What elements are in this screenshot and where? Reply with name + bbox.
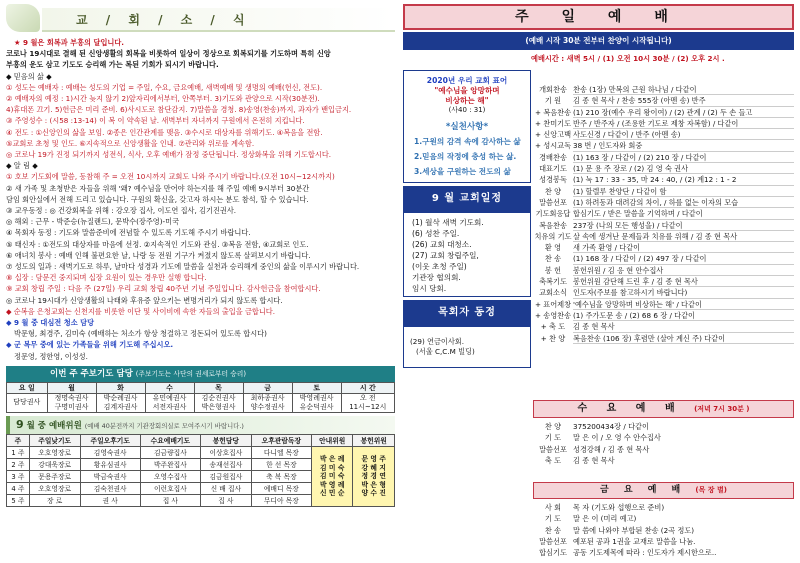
motto-quote: "예수님을 앙망하며 비상하는 해" — [434, 86, 500, 105]
duty-header-cell: 토 — [292, 382, 341, 393]
duty-header — [6, 366, 395, 382]
order-row — [533, 455, 794, 466]
order-value: 성경강해 / 김 종 현 목사 — [573, 444, 650, 454]
order-label: 성경봉독 — [539, 175, 567, 185]
order-value: 공동 기도제목에 따라 : 인도자가 제시한으로.. — [573, 548, 717, 558]
order-row — [533, 186, 794, 197]
worship-cell: 이런호집사 — [140, 482, 200, 494]
order-label: + 찬미기도 — [534, 118, 572, 128]
order-label: 찬 양 — [544, 422, 562, 431]
right-page — [403, 4, 794, 559]
worship-cell: 2 주 — [7, 458, 30, 470]
order-label: 대표기도 — [539, 164, 567, 174]
duty-header-cell: 요 일 — [7, 382, 48, 393]
worship-cell: 무디아 목장 — [251, 494, 311, 506]
worship-header-cell: 주 — [7, 434, 30, 446]
news-line: ★ 9 월은 회복과 부흥의 달입니다. — [14, 38, 125, 47]
friday-header — [533, 482, 794, 499]
news-line: ◎ 코로나 19시대가 신앙생활의 나태와 후유증 앞으키는 변명거리가 되지 않도록 합시다. — [6, 295, 283, 305]
worship-cell: 권 사 — [80, 494, 140, 506]
worship-row — [7, 446, 395, 458]
duty-header-row — [7, 382, 395, 393]
order-row — [533, 536, 794, 547]
order-value: (1) 하려동과 대려감의 차이, / 하를 없는 이자의 모습 — [573, 197, 794, 208]
order-row — [533, 502, 794, 513]
worship-cell: 김금량집사 — [140, 446, 200, 458]
schedule-item: (6) 성찬 주일. — [412, 229, 460, 238]
order-label: 말씀선포 — [539, 444, 567, 454]
order-value: 말 은 이 (미리 예고) — [573, 514, 637, 524]
order-value: (1) 210 장(예수 우리 왕이여) / (2) 관계 / (2) 두 손 들고 — [573, 107, 794, 118]
order-value: 봉헌위원 / 김 응 현 안수집사 — [573, 265, 794, 276]
duty-cell: 오 전 11시~12시 — [341, 393, 394, 412]
order-row — [533, 242, 794, 253]
order-label: + 찬 양 — [540, 333, 566, 343]
order-row — [533, 276, 794, 287]
motto-ref: (사40 : 31) — [448, 106, 486, 114]
news-line: ② 예배자의 예정 : 1)시간 늦지 않기 2)앞자리에서부터, 안쪽부터. 3)기도와 관양으로 시작(30분전). — [6, 94, 320, 104]
order-label: 말씀선포 — [539, 536, 567, 546]
order-label: 교회소식 — [539, 288, 567, 298]
worship-cell: 4 주 — [7, 482, 30, 494]
order-value: (1) 문 용 주 장로 / (2) 김 영 숙 권사 — [573, 163, 794, 174]
worship-cell: 한 선 목장 — [251, 458, 311, 470]
pastor-box — [403, 326, 531, 368]
news-line: ◎ 코로나 19가 진정 되기까지 성전식, 식사, 오후 예배가 잠정 중단됩니다. 정상화복을 위해 기도합시다. — [6, 150, 332, 160]
order-row — [533, 174, 794, 185]
service-subtitle: (예배 시작 30분 전부터 찬양이 시작됩니다) — [403, 32, 794, 50]
order-row — [533, 140, 794, 151]
news-line: ④ 전도 : ①신앙인의 삶을 보임. ②종은 인간관계를 맺음. ③수시로 대상자를 위해기도. ④복음을 전함. — [6, 127, 323, 137]
news-line: ◎ 해외 : 근무 - 박준승(뉴질랜드), 문박수(장주영)-미국 — [6, 217, 180, 227]
worship-month: 9 — [16, 417, 24, 431]
friday-service — [533, 482, 794, 558]
order-label: + 표어제창 — [534, 299, 572, 309]
order-label: 말씀선포 — [539, 197, 567, 207]
order-value: 복음찬송 (106 장) 후렴만 (살아 계신 주) 다같이 — [573, 333, 794, 344]
order-row — [533, 265, 794, 276]
news-line: 코로나 19시대로 결해 된 신앙생활의 회복을 비롯하여 일상이 정상으로 회복되기를 기도하며 특히 신앙 — [6, 49, 331, 59]
leaf-decoration-icon — [6, 4, 40, 32]
order-row — [533, 310, 794, 321]
worship-cell: 3 주 — [7, 470, 30, 482]
order-label: 축 도 — [544, 455, 562, 465]
worship-subtitle: (예배 40분전까지 기관장회의실로 모여주시기 바랍니다.) — [84, 421, 244, 430]
order-value: 살 속에 생겨난 문제들과 치유를 위해 / 김 종 현 목사 — [573, 231, 794, 242]
order-value: 김 종 현 목사 — [573, 321, 794, 332]
order-row — [533, 287, 794, 298]
order-row — [533, 333, 794, 344]
news-line: ① 성도는 예배자 : 예배는 성도의 기업 = 주일, 수요, 금요예배, 새벽예배 및 생명의 예배(헌신, 전도). — [6, 82, 323, 92]
worship-cell: 신 배 집사 — [200, 482, 251, 494]
order-row — [533, 513, 794, 524]
order-row — [533, 231, 794, 242]
order-row — [533, 321, 794, 332]
offering-members: 문 영 주 강 혜 지 정 경 연 박 은 형 양 수 진 — [353, 446, 395, 506]
news-line: ◆ 믿음의 삶 ◆ — [6, 71, 52, 81]
order-value: '예수님을 앙망하며 비상하는 해' / 다같이 — [573, 299, 794, 310]
duty-cell: 정명숙권사 구명미권사 — [47, 393, 96, 412]
order-label: 합심기도 — [539, 548, 567, 558]
order-value: 사도신경 / 다같이 / 반주 (아멘 송) — [573, 129, 794, 140]
friday-title: 금 요 예 배 — [600, 485, 687, 495]
worship-cell: 집 사 — [200, 494, 251, 506]
worship-header-cell: 봉헌위원 — [353, 434, 395, 446]
worship-cell: 송재선집사 — [200, 458, 251, 470]
worship-cell: 축 복 목장 — [251, 470, 311, 482]
order-value: 말 씀에 나와야 부합된 찬송 (2곡 정도) — [573, 525, 695, 535]
news-line: ◆ 순복음 은청교회는 신천지를 비롯한 이단 및 사이비에 속한 자들의 출입을 금합니다. — [6, 306, 276, 316]
worship-cell: 집 사 — [140, 494, 200, 506]
duty-header-cell: 화 — [96, 382, 145, 393]
news-line: ◆ 알 림 ◆ — [6, 161, 38, 171]
news-body — [6, 37, 395, 362]
motto-year: 2020년 우리 교회 표어 — [426, 76, 508, 85]
duty-header-cell: 금 — [243, 382, 292, 393]
worship-cell: 오영수집사 — [140, 470, 200, 482]
worship-cell: 김영숙권사 — [80, 446, 140, 458]
order-row — [533, 444, 794, 455]
order-value: 김 종 현 목사 / 찬송 555장 (아멘 송) 반주 — [573, 95, 794, 106]
order-label: 기 도 — [544, 514, 562, 524]
worship-header-row — [7, 434, 395, 446]
news-line: ② 새 가족 및 초청받은 자들을 위해 '왜? 예수님을 만어야 하는지를 해 주일 예배 9시부터 30분간 — [6, 183, 310, 193]
practice-item: 3.세상을 구원하는 전도의 삶 — [414, 167, 511, 176]
duty-header-cell: 목 — [194, 382, 243, 393]
friday-subtitle: (목 장 별) — [695, 486, 727, 494]
pastor-item: (29) 연금이사회. — [410, 337, 465, 346]
duty-cell: 박영례권사 유순덕권사 — [292, 393, 341, 412]
schedule-header: 9 월 교회일정 — [403, 186, 531, 212]
practice-item: 2.믿음의 작정에 충성 하는 삶. — [414, 152, 517, 161]
evening-rows — [533, 421, 794, 466]
worship-header-cell: 주일오후기도 — [80, 434, 140, 446]
order-label: 찬 송 — [544, 254, 562, 264]
news-header — [6, 4, 395, 34]
order-label: 봉 헌 — [544, 265, 562, 275]
order-value: 반주 / 반주자 / (조용한 기도로 제창 자복함) / 다같이 — [573, 118, 794, 129]
schedule-item: (26) 교회 대청소. — [412, 240, 472, 249]
worship-cell: 예배디 목장 — [251, 482, 311, 494]
duty-cell: 담당권사 — [7, 393, 48, 412]
worship-cell: 김금원집사 — [200, 470, 251, 482]
order-value: 인도자(주보를 참고하시기 바랍니다) — [573, 287, 794, 298]
news-line: 담임 회안실에서 전해 드리고 있습니다. 구원의 확신을, 갖고자 하시는 분도 참석, 할 수 있습니다. — [6, 194, 309, 204]
order-row — [533, 95, 794, 106]
worship-cell: 강대욱장로 — [29, 458, 80, 470]
order-value: 김 종 현 목사 — [573, 455, 615, 465]
news-line: ④ 목회자 동정 : 기도와 말씀준비에 전념할 수 있도록 기도해 주시기 바랍니다. — [6, 228, 251, 238]
schedule-item: (1) 월삭 새벽 기도회. — [412, 218, 484, 227]
news-line: ⑦ 성도의 일과 : 새벽기도로 하루, 날마다 성경과 기도에 말씀을 실천과 승리해게 중인의 삶을 이루시기 바랍니다. — [6, 262, 360, 272]
order-value: 합심기도 / 받은 말씀을 기억하며 / 다같이 — [573, 208, 794, 219]
order-label: 축복기도 — [539, 277, 567, 287]
order-row — [533, 432, 794, 443]
order-row — [533, 84, 794, 95]
order-label: + 복음찬송 — [534, 107, 572, 117]
order-row — [533, 197, 794, 208]
order-value: 38 번 / 인도자와 회중 — [573, 140, 794, 151]
order-label: 기 원 — [544, 96, 562, 106]
order-value: 말 은 이 / 오 영 수 안수집사 — [573, 433, 661, 443]
order-row — [533, 299, 794, 310]
schedule-box — [403, 212, 531, 297]
service-time: 예배시간 : 새벽 5시 / (1) 오전 10시 30분 / (2) 오후 2시 . — [531, 54, 725, 63]
news-title: 교 / 회 / 소 / 식 — [76, 13, 252, 27]
order-row — [533, 152, 794, 163]
evening-subtitle: (저녁 7시 30분 ) — [694, 405, 750, 413]
duty-cell: 박순례권사 김계자권사 — [96, 393, 145, 412]
duty-table — [6, 382, 395, 413]
news-line: ⑧ 십장 : 담문건 중지되며 십장 요원이 있는 경우만 실행 합니다. — [6, 273, 207, 283]
news-line: 부흥의 운도 삼고 기도도 승리해 가는 복된 기회가 되시기 바랍니다. — [6, 60, 219, 70]
news-line: ① 호보 기도회에 말씀, 동참해 주 = 오전 10시까지 교회도 나와 주시기 바랍니다.(오전 10시~12시까지) — [6, 172, 335, 182]
order-label: 치유의 기도 — [534, 231, 572, 241]
pastor-header: 목회자 동정 — [403, 300, 531, 326]
left-page — [6, 4, 395, 559]
order-row — [533, 208, 794, 219]
order-label: 개회찬송 — [539, 85, 567, 94]
worship-cell: 문용주장로 — [29, 470, 80, 482]
news-line: ⑤교회로 초청 및 인도. ⑥지속적으로 신앙생활을 인내. ⑦관리와 위로를 계속함. — [6, 138, 255, 148]
evening-title: 수 요 예 배 — [577, 403, 683, 414]
order-row — [533, 421, 794, 432]
order-label: 기 도 — [544, 433, 562, 443]
duty-row — [7, 393, 395, 412]
news-line: ⑥ 애녀치 봉사 : 예배 인해 불편요한 날, 나랑 등 전원 기구가 켜졌지 않도록 살펴보시기 바랍니다. — [6, 250, 311, 260]
duty-header-cell: 수 — [145, 382, 194, 393]
order-row — [533, 163, 794, 174]
order-row — [533, 107, 794, 118]
order-label: + 송영찬송 — [534, 310, 572, 320]
guide-members: 박 은 례 김 미 숙 김 미 숙 박 영 례 신 민 순 — [311, 446, 353, 506]
order-label: 찬 송 — [544, 525, 562, 535]
news-line: ③ 주영성수 : (시58 :13-14) 이 복 이 약속된 날. 새벽부터 자녀까지 구원에서 온전히 지킵니다. — [6, 116, 305, 126]
order-value: 375200434장 / 다같이 — [573, 422, 649, 431]
order-row — [533, 118, 794, 129]
duty-cell: 김순진권사 박은형권사 — [194, 393, 243, 412]
duty-subtitle: (주보기도는 사단의 권세로부터 승리) — [135, 369, 247, 378]
worship-header-cell: 주일낮기도 — [29, 434, 80, 446]
order-label: 경배찬송 — [539, 152, 567, 162]
duty-cell: 유민예권사 서전자권사 — [145, 393, 194, 412]
order-row — [533, 253, 794, 264]
worship-header-cell: 안내위원 — [311, 434, 353, 446]
worship-cell: 장 로 — [29, 494, 80, 506]
duty-cell: 최하종권사 양수정권사 — [243, 393, 292, 412]
order-value: (1) 눅 17 : 33 - 35, 마 24 : 40, / (2) 계12 : 1 - 2 — [573, 174, 794, 185]
order-row — [533, 525, 794, 536]
right-side-column — [403, 70, 531, 368]
worship-cell: 오호영장로 — [29, 446, 80, 458]
schedule-item: (27) 교회 창립주일, — [412, 251, 479, 260]
worship-cell: 오호영장로 — [29, 482, 80, 494]
order-value: (1) 168 장 / 다같이 / (2) 497 장 / 다같이 — [573, 253, 794, 264]
duty-title: 이번 주 주보기도 담당 — [50, 368, 133, 379]
news-line: ◆ 9 월 중 대심전 청소 담당 — [6, 318, 95, 328]
worship-cell: 박금숙권사 — [80, 470, 140, 482]
practice-title: *실천사항* — [445, 122, 489, 132]
order-value: 봉헌위원 감단해 드린 후 / 김 종 현 목사 — [573, 276, 794, 287]
news-line: ⑨ 교회 창립 주일 : 다음 주 (27일) 우리 교회 창립 40주년 기념 주일입니다. 감사헌금을 참여합시다. — [6, 284, 321, 294]
order-value: 목 자 (기도와 섭행으로 준비) — [573, 503, 665, 512]
worship-cell: 김숙천권사 — [80, 482, 140, 494]
order-value: 237장 (나의 모든 행성을) / 다같이 — [573, 220, 794, 231]
order-value: 새 가족 환영 / 다같이 — [573, 242, 794, 253]
service-title: 주 일 예 배 — [403, 4, 794, 30]
order-label: 찬 양 — [544, 186, 562, 196]
evening-header — [533, 400, 794, 418]
order-label: 사 회 — [544, 503, 562, 512]
worship-cell: 이상호집사 — [200, 446, 251, 458]
practice-item: 1.구원의 감격 속에 감사하는 삶 — [414, 137, 521, 146]
worship-header-cell: 오후관람독장 — [251, 434, 311, 446]
news-line: ◆ 군 복무 중에 있는 가족들을 위해 기도해 주십시오. — [6, 340, 174, 350]
duty-header-cell: 시 간 — [341, 382, 394, 393]
worship-table — [6, 434, 395, 507]
news-line: ⑤ 태신자 : ①전도의 대상자를 마음에 선정. ②지속적인 기도와 관심. ③복음 전함, ④교회로 인도. — [6, 239, 309, 249]
evening-service — [533, 400, 794, 466]
order-value: (1) 163 장 / 다같이 / (2) 210 장 / 다같이 — [573, 152, 794, 163]
order-value: (1) 주가도문 송 / (2) 68 6 장 / 다같이 — [573, 310, 794, 321]
order-value: (1) 할렐루 찬양단 / 다같이 함 — [573, 186, 794, 197]
worship-cell: 5 주 — [7, 494, 30, 506]
order-value: 예포된 공과 1권을 교재로 말씀을 나눔. — [573, 536, 696, 546]
pastor-item: (서울 C,C.M 빌딩) — [416, 347, 475, 356]
order-label: 환 영 — [544, 243, 562, 253]
motto-box — [403, 70, 531, 183]
worship-cell: 박주완집사 — [140, 458, 200, 470]
worship-header-cell: 봉헌담당 — [200, 434, 251, 446]
order-row — [533, 129, 794, 140]
order-label: + 성시교독 — [534, 141, 572, 151]
order-label: + 축 도 — [540, 322, 566, 332]
news-line: ③ 교우동정 : ◎ 건강회복을 위해 : 강오장 집사, 이도연 집사, 김기진권사. — [6, 206, 237, 216]
worship-cell: 황유심권사 — [80, 458, 140, 470]
order-label: 기도회응답 — [535, 209, 571, 219]
worship-cell: 1 주 — [7, 446, 30, 458]
worship-title: 월 중 예배위원 — [26, 420, 82, 431]
order-label: 복음찬송 — [539, 220, 567, 230]
worship-cell: 다니엘 목장 — [251, 446, 311, 458]
order-row — [533, 547, 794, 558]
order-value: 찬송 (1장) 만복의 근원 하나님 / 다같이 — [573, 84, 794, 95]
friday-rows — [533, 502, 794, 558]
worship-header — [6, 416, 395, 434]
news-line: 4)휴대폰 끄기. 5)헌금은 미리 준비. 6)사시도로 참단감지. 7)말씀을 경청. 8)송영(찬송)까지, 과자가 밴입금지. — [6, 105, 352, 115]
schedule-item: (이웃 초청 주일) — [412, 262, 467, 271]
worship-header-cell: 수요예배기도 — [140, 434, 200, 446]
duty-header-cell: 월 — [47, 382, 96, 393]
schedule-item: 기관장 협의회. — [412, 273, 461, 282]
news-line: 정문영, 정한영, 이성성. — [14, 351, 88, 361]
order-row — [533, 220, 794, 231]
order-label: + 신앙고백 — [534, 130, 572, 140]
schedule-item: 임시 당회. — [412, 284, 447, 293]
news-line: 박문형, 최경주, 김미숙 (예배하는 처소가 항상 청결하고 정돈되어 있도록 합시다) — [14, 329, 267, 339]
service-order — [533, 84, 794, 344]
